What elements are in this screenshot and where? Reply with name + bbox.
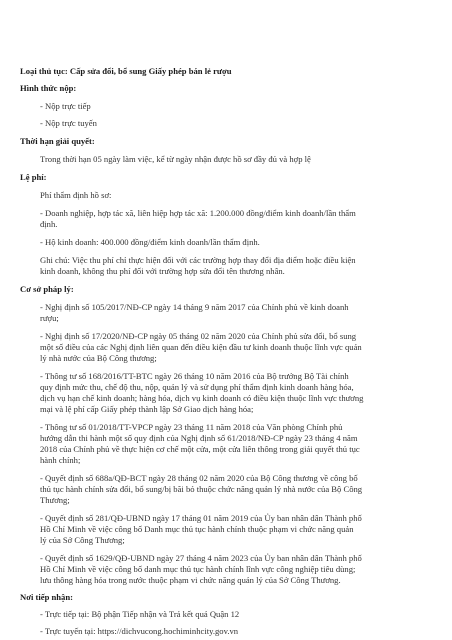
heading-processing-time: Thời hạn giải quyết: (20, 136, 95, 146)
legal-basis-line: 2018 của Chính phủ về thực hiện cơ chế một cửa, một cửa liên thông trong giải quyết thủ tục (40, 444, 360, 454)
legal-basis-line: một số điều của các Nghị định liên quan đến điều kiện đầu tư kinh doanh thuộc lĩnh vực quản (40, 342, 362, 352)
legal-basis-line: Thương; (40, 495, 70, 505)
heading-receiving-place: Nơi tiếp nhận: (20, 592, 73, 602)
legal-basis-line: - Quyết định số 688a/QĐ-BCT ngày 28 tháng 02 năm 2020 của Bộ Công thương về công bố (40, 473, 358, 483)
legal-basis-line: - Quyết định số 281/QĐ-UBND ngày 17 tháng 01 năm 2019 của Ủy ban nhân dân Thành phố (40, 513, 362, 523)
legal-basis-line: mại và lệ phí cấp Giấy phép thành lập Sở Giao dịch hàng hóa; (40, 404, 254, 414)
legal-basis-line: Hồ Chí Minh về việc công bố danh mục thủ tục hành chính lĩnh vực công nghiệp tiêu dùng; (40, 564, 356, 574)
legal-basis-line: lý của Sở Công Thương; (40, 535, 125, 545)
legal-basis-line: lưu thông hàng hóa trong nước thuộc phạm vi chức năng quản lý của Sở Công Thương. (40, 575, 341, 585)
legal-basis-line: dịch vụ hạn chế kinh doanh; hàng hóa, dịch vụ kinh doanh có điều kiện thuộc lĩnh vực thương (40, 393, 364, 403)
list-item: - Nộp trực tiếp (40, 101, 91, 111)
legal-basis-line: thủ tục hành chính sửa đổi, bổ sung/bị bãi bỏ thuộc chức năng quản lý nhà nước của Bộ Công (40, 484, 363, 494)
document-title: Loại thủ tục: Cấp sửa đổi, bổ sung Giấy phép bán lẻ rượu (20, 66, 232, 76)
legal-basis-line: hướng dẫn thi hành một số quy định của Nghị định số 61/2018/NĐ-CP ngày 23 tháng 4 năm (40, 433, 358, 443)
list-item: - Nộp trực tuyến (40, 118, 97, 128)
legal-basis-line: lý nhà nước của Bộ Công thương; (40, 353, 157, 363)
legal-basis-line: - Nghị định số 17/2020/NĐ-CP ngày 05 tháng 02 năm 2020 của Chính phủ sửa đổi, bổ sung (40, 331, 357, 341)
fee-note-line: Ghi chú: Việc thu phí chỉ thực hiện đối với các trường hợp thay đổi địa điểm hoặc điều kiện (40, 255, 356, 265)
legal-basis-line: quy định mức thu, chế độ thu, nộp, quản lý và sử dụng phí thẩm định kinh doanh hàng hóa, (40, 382, 354, 392)
legal-basis-line: Hồ Chí Minh về việc công bố Danh mục thủ tục hành chính thuộc phạm vi chức năng quản (40, 524, 354, 534)
fee-item-line: định. (40, 219, 58, 229)
fee-item-line: - Doanh nghiệp, hợp tác xã, liên hiệp hợp tác xã: 1.200.000 đồng/điểm kinh doanh/lần thẩm (40, 208, 356, 218)
legal-basis-line: hành chính; (40, 455, 81, 465)
legal-basis-line: - Quyết định số 1629/QĐ-UBND ngày 27 tháng 4 năm 2023 của Ủy ban nhân dân Thành phố (40, 553, 362, 563)
legal-basis-line: - Thông tư số 168/2016/TT-BTC ngày 26 tháng 10 năm 2016 của Bộ trưởng Bộ Tài chính (40, 371, 349, 381)
fee-item-line: - Hộ kinh doanh: 400.000 đồng/điểm kinh doanh/lần thẩm định. (40, 237, 260, 247)
legal-basis-line: - Thông tư số 01/2018/TT-VPCP ngày 23 tháng 11 năm 2018 của Văn phòng Chính phủ (40, 422, 343, 432)
processing-time-text: Trong thời hạn 05 ngày làm việc, kể từ ngày nhận được hồ sơ đầy đủ và hợp lệ (40, 154, 311, 164)
fee-note-line: kinh doanh, không thu phí đối với trường hợp sửa đổi tên thương nhân. (40, 266, 285, 276)
legal-basis-line: rượu; (40, 313, 59, 323)
legal-basis-line: - Nghị định số 105/2017/NĐ-CP ngày 14 tháng 9 năm 2017 của Chính phủ về kinh doanh (40, 302, 349, 312)
fee-intro: Phí thẩm định hồ sơ: (40, 190, 112, 200)
heading-legal-basis: Cơ sở pháp lý: (20, 284, 74, 294)
heading-submission-method: Hình thức nộp: (20, 83, 77, 93)
heading-fees: Lệ phí: (20, 172, 47, 182)
receiving-place-item: - Trực tuyến tại: https://dichvucong.hochiminhcity.gov.vn (40, 626, 239, 636)
receiving-place-item: - Trực tiếp tại: Bộ phận Tiếp nhận và Trả kết quả Quận 12 (40, 609, 240, 619)
